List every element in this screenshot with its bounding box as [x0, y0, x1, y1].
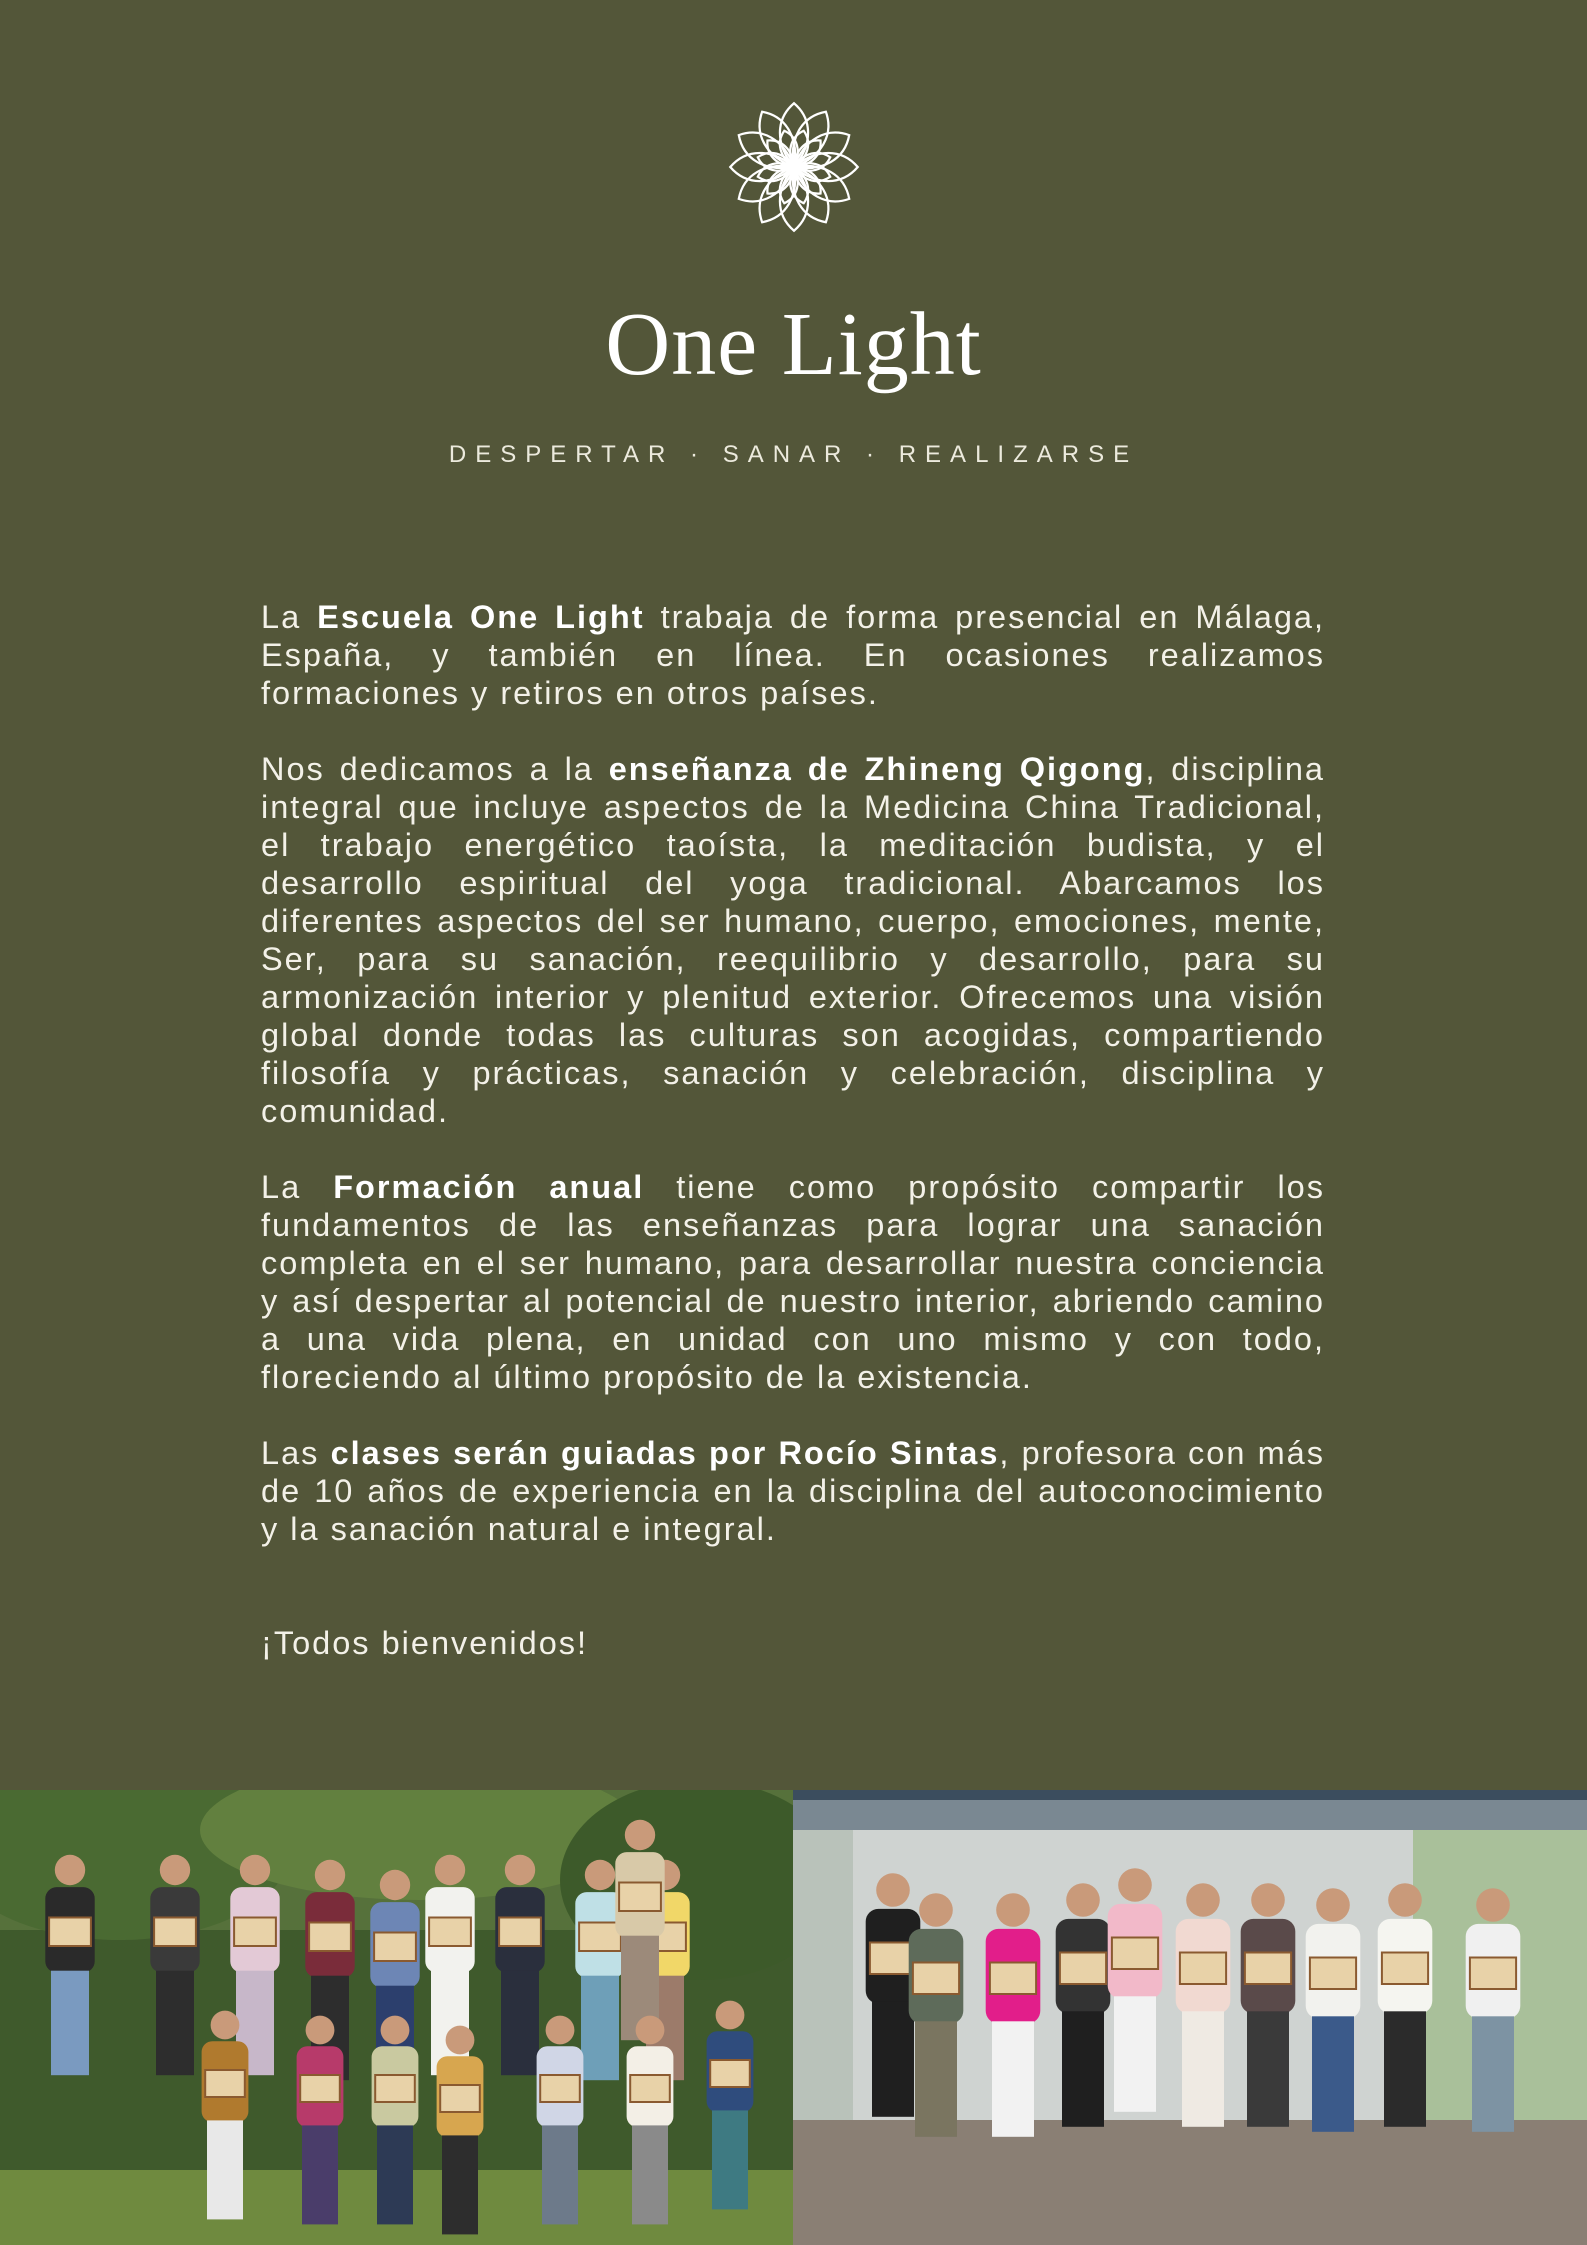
paragraph-training: La Formación anual tiene como propósito compartir los fundamentos de las enseñanzas para lograr una sanación completa en el ser humano, para desarrollar nuestra conciencia y así despertar al potencial de nuestro interior, abriendo camino a una vida plena, en unidad con uno mismo y con todo, floreciendo al último propósito de la existencia.	[261, 1169, 1325, 1395]
welcome-text: ¡Todos bienvenidos!	[261, 1625, 589, 1661]
group-photo-garden	[0, 1790, 793, 2245]
page-title: One Light	[605, 295, 982, 394]
lotus-flower-icon	[719, 92, 869, 242]
highlight-qigong: enseñanza de Zhineng Qigong	[608, 751, 1146, 787]
body-text	[261, 598, 1325, 1700]
paragraph-intro: La Escuela One Light trabaja de forma presencial en Málaga, España, y también en línea. En ocasiones realizamos formaciones y retiros en otros países.	[261, 599, 1325, 711]
highlight-school: Escuela One Light	[317, 599, 645, 635]
paragraph-qigong: Nos dedicamos a la enseñanza de Zhineng Qigong, disciplina integral que incluye aspectos de la Medicina China Tradicional, el trabajo energético taoísta, la meditación budista, y el desarrollo espiritual del yoga tradicional. Abarcamos los diferentes aspectos del ser humano, cuerpo, emociones, mente, Ser, para su sanación, reequilibrio y desarrollo, para su armonización interior y plenitud exterior. Ofrecemos una visión global donde todas las culturas son acogidas, compartiendo filosofía y prácticas, sanación y celebración, disciplina y comunidad.	[261, 751, 1325, 1129]
tagline: DESPERTAR · SANAR · REALIZARSE	[448, 441, 1139, 468]
photo-strip	[0, 1790, 1587, 2245]
highlight-training: Formación anual	[333, 1169, 645, 1205]
highlight-teacher: clases serán guiadas por Rocío Sintas	[330, 1435, 1000, 1471]
paragraph-teacher: Las clases serán guiadas por Rocío Sintas, profesora con más de 10 años de experiencia en la disciplina del autoconocimiento y la sanación natural e integral.	[261, 1435, 1325, 1547]
group-photo-indoor	[793, 1790, 1587, 2245]
